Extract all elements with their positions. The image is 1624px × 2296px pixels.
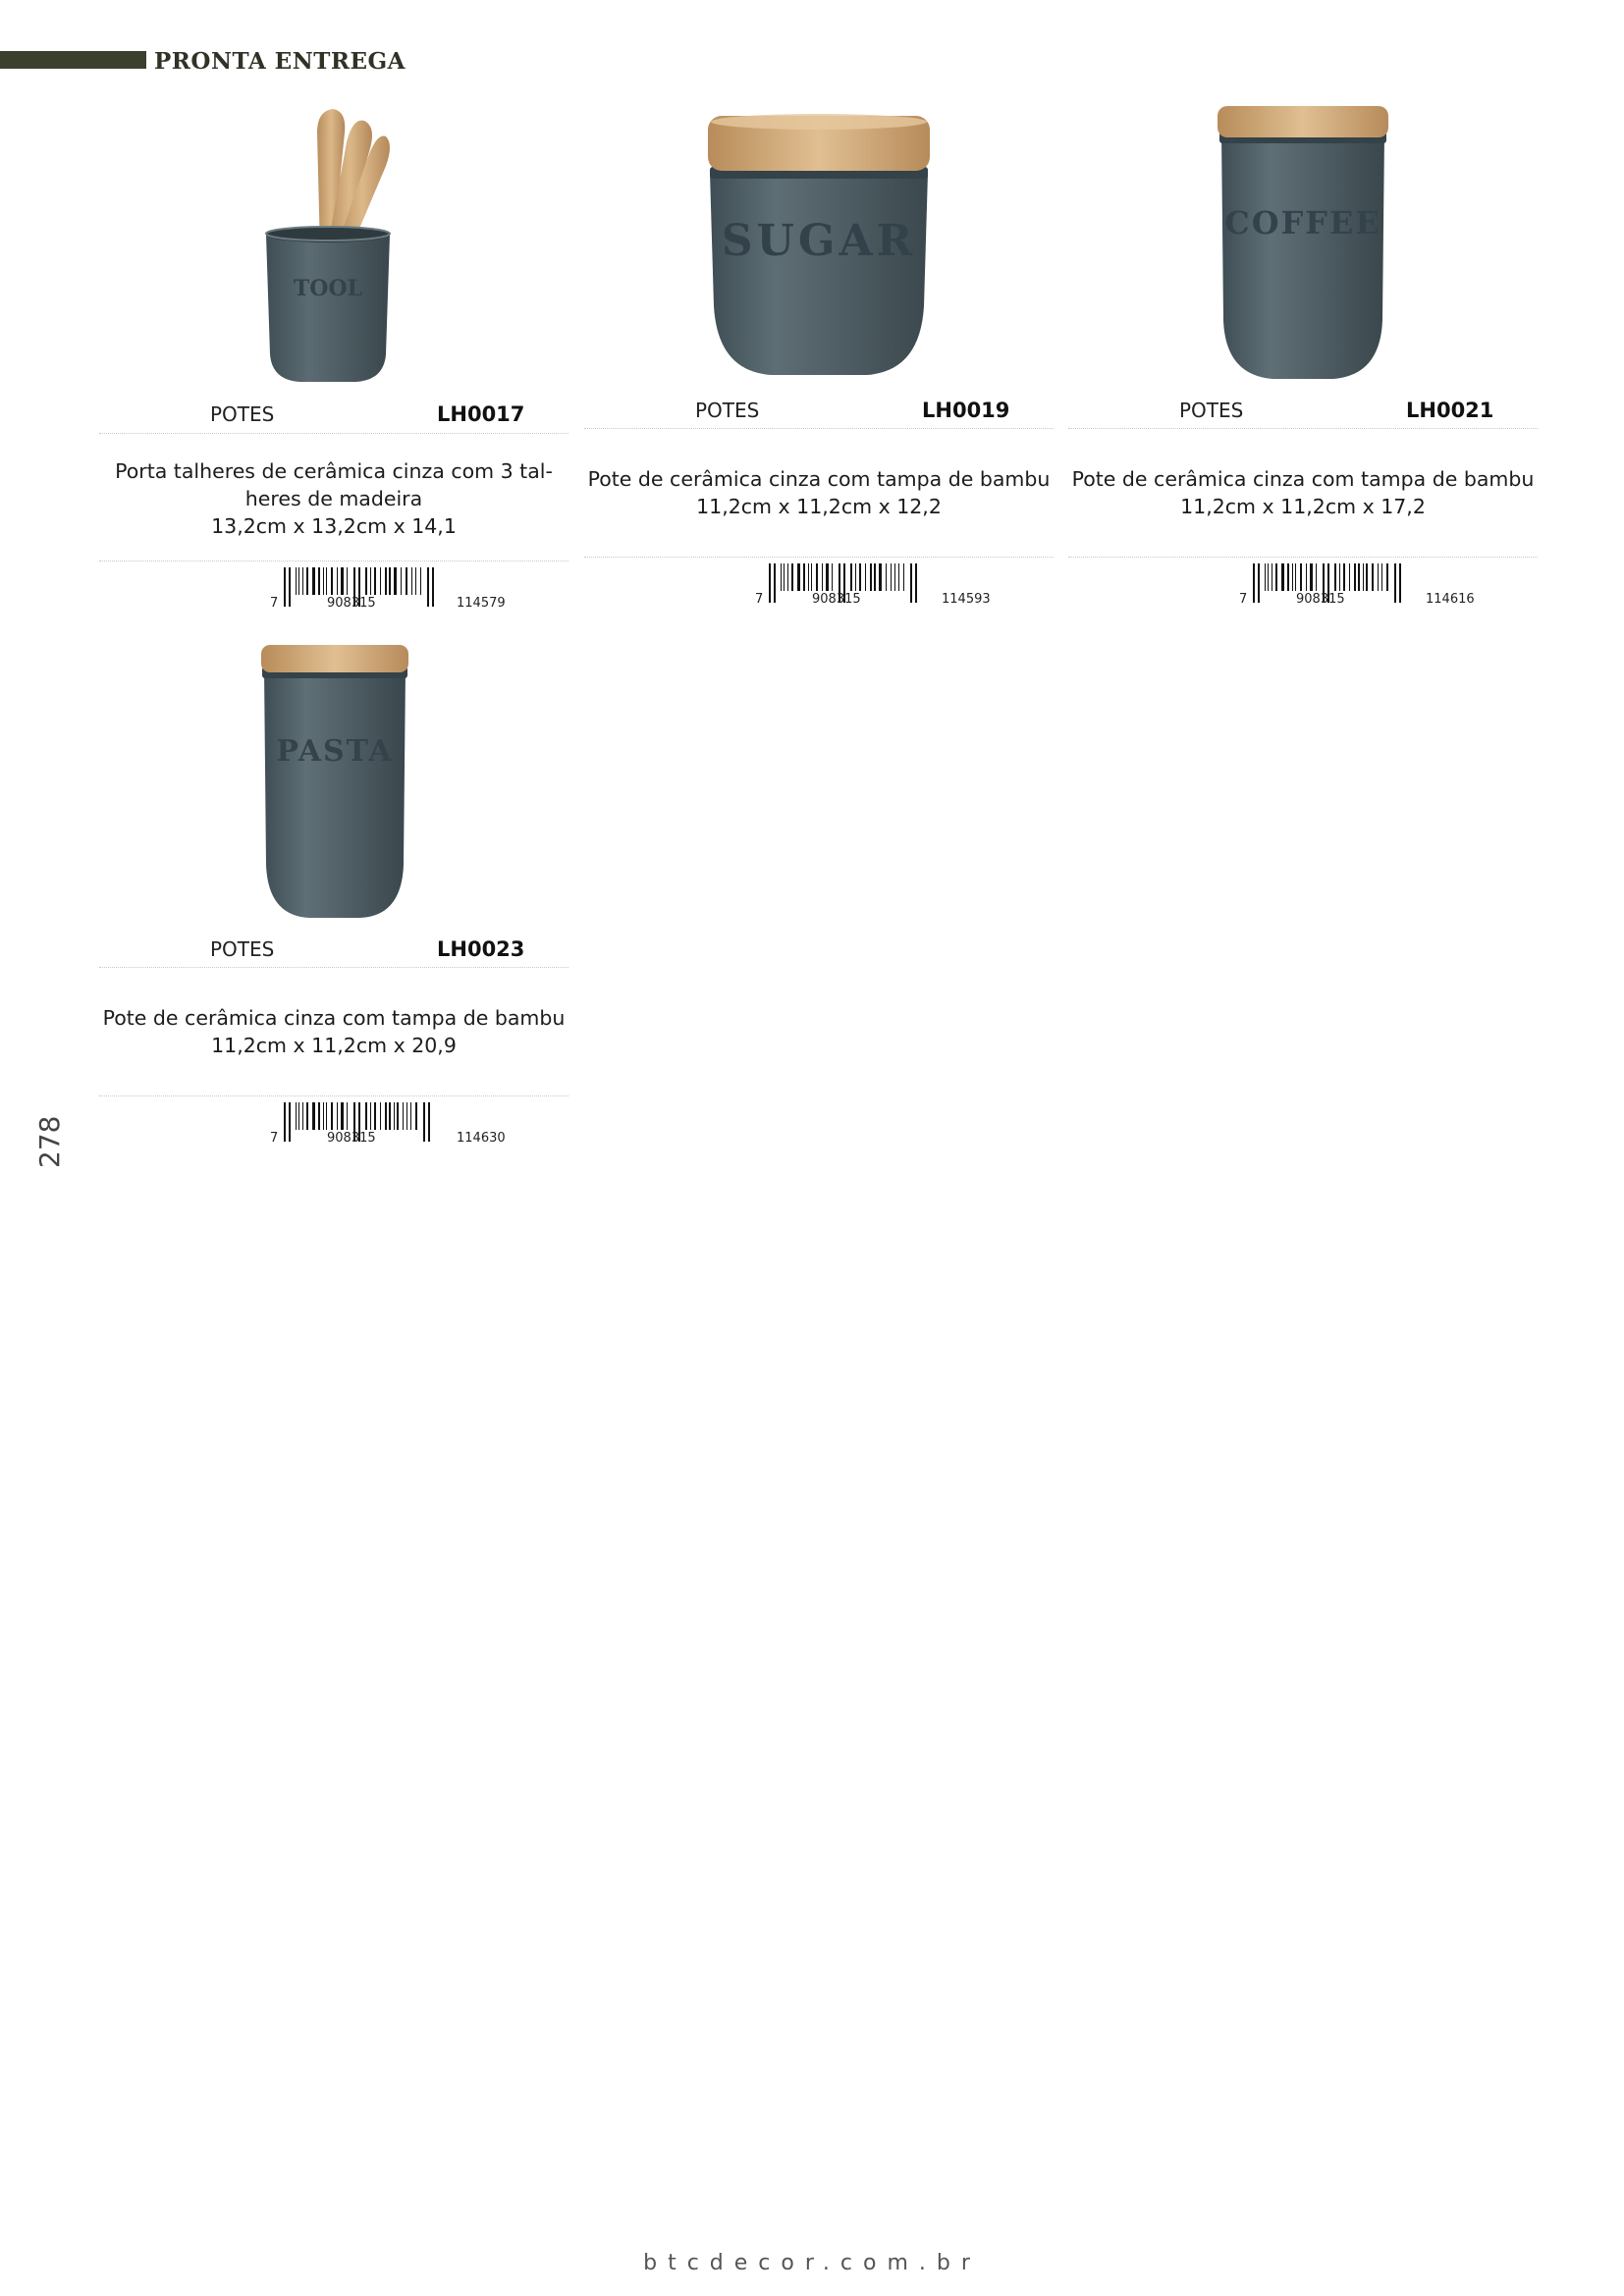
barcode-bar: [784, 563, 785, 591]
barcode-bar: [394, 567, 397, 595]
barcode-digit-first: 7: [1239, 592, 1248, 607]
barcode-bar: [380, 567, 381, 595]
product-meta-row: [99, 402, 568, 432]
barcode-bar: [870, 563, 872, 591]
divider: [99, 967, 568, 968]
barcode-digits-left: 908315: [327, 596, 376, 611]
description-line: Pote de cerâmica cinza com tampa de bambu: [102, 1006, 566, 1030]
barcode-bar: [1281, 563, 1284, 591]
barcode-bar: [1258, 563, 1260, 603]
barcode-digits-right: 114616: [1426, 592, 1475, 607]
divider: [99, 433, 568, 434]
barcode-graphic: [266, 567, 561, 611]
barcode-bar: [1381, 563, 1382, 591]
canister-embossed-label: PASTA: [276, 734, 394, 769]
barcode-bar: [337, 567, 338, 595]
barcode-bar: [380, 1102, 381, 1130]
barcode-bar: [296, 567, 297, 595]
product-code: LH0021: [1406, 399, 1494, 422]
barcode-bar: [879, 563, 882, 591]
barcode-bar: [420, 567, 421, 595]
barcode-digit-first: 7: [270, 596, 279, 611]
barcode-bar: [781, 563, 782, 591]
barcode-bar: [1372, 563, 1374, 591]
barcode-bar: [289, 1102, 291, 1142]
product-meta-row: [584, 399, 1054, 428]
barcode-bar: [365, 1102, 367, 1130]
barcode-bar: [370, 567, 371, 595]
barcode-bar: [811, 563, 812, 591]
barcode-bar: [1354, 563, 1356, 591]
product-description: [99, 457, 568, 540]
barcode-bar: [891, 563, 892, 591]
barcode-bar: [855, 563, 856, 591]
barcode-bar: [284, 567, 286, 607]
product-category: POTES: [210, 402, 275, 426]
barcode-bar: [826, 563, 829, 591]
barcode-digit-first: 7: [755, 592, 764, 607]
barcode-bar: [1334, 563, 1336, 591]
barcode-bar: [1399, 563, 1401, 603]
barcode-bar: [415, 567, 416, 595]
barcode-bar: [341, 1102, 344, 1130]
barcode-bar: [1300, 563, 1302, 591]
product-description: [584, 465, 1054, 520]
barcode-bar: [886, 563, 887, 591]
barcode-bar: [910, 563, 912, 603]
barcode-digits-right: 114593: [942, 592, 991, 607]
barcode-bar: [1394, 563, 1396, 603]
barcode-bar: [797, 563, 800, 591]
barcode-bar: [1287, 563, 1289, 591]
product-category: POTES: [1179, 399, 1244, 422]
barcode-bar: [769, 563, 771, 603]
barcode-bar: [347, 1102, 348, 1130]
barcode-digits-left: 908315: [1296, 592, 1345, 607]
barcode-bar: [389, 1102, 391, 1130]
barcode-bar: [347, 567, 348, 595]
product-barcode: [266, 1102, 561, 1146]
barcode-bar: [774, 563, 776, 603]
barcode-bar: [1292, 563, 1293, 591]
divider: [584, 428, 1054, 429]
barcode-bar: [816, 563, 818, 591]
barcode-digits-left: 908315: [327, 1131, 376, 1146]
barcode-bar: [791, 563, 793, 591]
barcode-bar: [903, 563, 904, 591]
barcode-bar: [394, 1102, 395, 1130]
canister-embossed-label: COFFEE: [1224, 204, 1381, 241]
barcode-bar: [406, 1102, 407, 1130]
barcode-bar: [1268, 563, 1269, 591]
product-meta-row: [1068, 399, 1538, 428]
barcode-digit-first: 7: [270, 1131, 279, 1146]
barcode-bar: [318, 1102, 320, 1130]
barcode-bar: [1339, 563, 1340, 591]
barcode-bar: [403, 1102, 404, 1130]
barcode-bar: [302, 567, 303, 595]
barcode-digits-right: 114579: [457, 596, 506, 611]
barcode-bar: [874, 563, 876, 591]
barcode-bar: [331, 1102, 333, 1130]
barcode-bar: [385, 1102, 387, 1130]
barcode-bar: [427, 567, 429, 607]
barcode-bar: [326, 567, 327, 595]
barcode-bar: [1343, 563, 1345, 591]
barcode-bar: [306, 1102, 308, 1130]
barcode-graphic: [1235, 563, 1530, 607]
barcode-bar: [323, 1102, 324, 1130]
barcode-bar: [1366, 563, 1368, 591]
barcode-bar: [850, 563, 852, 591]
product-description: [1068, 465, 1538, 520]
page-number: 278: [33, 1115, 66, 1168]
barcode-graphic: [751, 563, 1046, 607]
product-description: [99, 1004, 568, 1059]
footer-website: btcdecor.com.br: [643, 2251, 981, 2275]
barcode-bar: [411, 567, 412, 595]
barcode-bar: [832, 563, 833, 591]
barcode-bar: [331, 567, 333, 595]
barcode-bar: [397, 1102, 399, 1130]
barcode-bar: [370, 1102, 371, 1130]
barcode-bar: [1265, 563, 1266, 591]
barcode-bar: [374, 567, 376, 595]
barcode-bar: [1275, 563, 1277, 591]
product-image-canister-medium: [1068, 98, 1538, 383]
barcode-bar: [808, 563, 809, 591]
barcode-bar: [423, 1102, 425, 1142]
barcode-bar: [374, 1102, 376, 1130]
barcode-bar: [894, 563, 895, 591]
divider: [584, 557, 1054, 558]
divider: [1068, 428, 1538, 429]
barcode-bar: [323, 567, 324, 595]
description-line: Porta talheres de cerâmica cinza com 3 tal-: [115, 459, 553, 483]
description-line: Pote de cerâmica cinza com tampa de bambu: [587, 467, 1051, 491]
barcode-bar: [1310, 563, 1313, 591]
barcode-bar: [289, 567, 291, 607]
barcode-bar: [296, 1102, 297, 1130]
barcode-digits-left: 908315: [812, 592, 861, 607]
description-line: 11,2cm x 11,2cm x 20,9: [211, 1034, 457, 1057]
barcode-bar: [302, 1102, 303, 1130]
product-image-canister-tall: [99, 633, 568, 928]
product-category: POTES: [695, 399, 760, 422]
barcode-bar: [1316, 563, 1317, 591]
barcode-bar: [428, 1102, 430, 1142]
barcode-bar: [410, 1102, 411, 1130]
barcode-bar: [803, 563, 805, 591]
description-line: Pote de cerâmica cinza com tampa de bambu: [1071, 467, 1535, 491]
barcode-bar: [1358, 563, 1360, 591]
barcode-bar: [337, 1102, 338, 1130]
barcode-graphic: [266, 1102, 561, 1146]
barcode-bar: [1349, 563, 1350, 591]
header-accent-bar: [0, 51, 146, 69]
description-line: 13,2cm x 13,2cm x 14,1: [211, 514, 457, 538]
barcode-bar: [865, 563, 866, 591]
description-line: heres de madeira: [244, 487, 423, 510]
barcode-bar: [385, 567, 387, 595]
barcode-bar: [1378, 563, 1379, 591]
barcode-bar: [312, 567, 315, 595]
product-barcode: [1235, 563, 1530, 607]
barcode-bar: [365, 567, 367, 595]
barcode-bar: [298, 567, 299, 595]
barcode-bar: [1386, 563, 1388, 591]
description-line: 11,2cm x 11,2cm x 17,2: [1180, 495, 1426, 518]
barcode-bar: [298, 1102, 299, 1130]
barcode-bar: [341, 567, 344, 595]
canister-embossed-label: SUGAR: [721, 216, 917, 266]
barcode-bar: [898, 563, 899, 591]
barcode-bar: [415, 1102, 417, 1130]
barcode-bar: [859, 563, 861, 591]
divider: [1068, 557, 1538, 558]
product-code: LH0019: [922, 399, 1010, 422]
barcode-bar: [1306, 563, 1307, 591]
barcode-bar: [312, 1102, 315, 1130]
product-code: LH0023: [437, 937, 525, 961]
product-image-canister-wide: [584, 98, 1054, 383]
barcode-bar: [389, 567, 391, 595]
barcode-digits-right: 114630: [457, 1131, 506, 1146]
description-line: 11,2cm x 11,2cm x 12,2: [696, 495, 942, 518]
barcode-bar: [822, 563, 823, 591]
barcode-bar: [326, 1102, 327, 1130]
barcode-bar: [306, 567, 308, 595]
barcode-bar: [432, 567, 434, 607]
product-meta-row: [99, 937, 568, 967]
barcode-bar: [915, 563, 917, 603]
barcode-bar: [284, 1102, 286, 1142]
barcode-bar: [1363, 563, 1364, 591]
product-barcode: [266, 567, 561, 611]
product-image-utensil-holder: [99, 93, 568, 393]
barcode-bar: [1253, 563, 1255, 603]
barcode-bar: [406, 567, 407, 595]
product-category: POTES: [210, 937, 275, 961]
barcode-bar: [401, 567, 402, 595]
product-code: LH0017: [437, 402, 525, 426]
section-title: PRONTA ENTREGA: [154, 48, 406, 75]
product-barcode: [751, 563, 1046, 607]
divider: [99, 1095, 568, 1096]
utensil-holder-embossed-label: TOOL: [293, 276, 363, 301]
barcode-bar: [1295, 563, 1296, 591]
barcode-bar: [787, 563, 788, 591]
barcode-bar: [318, 567, 320, 595]
